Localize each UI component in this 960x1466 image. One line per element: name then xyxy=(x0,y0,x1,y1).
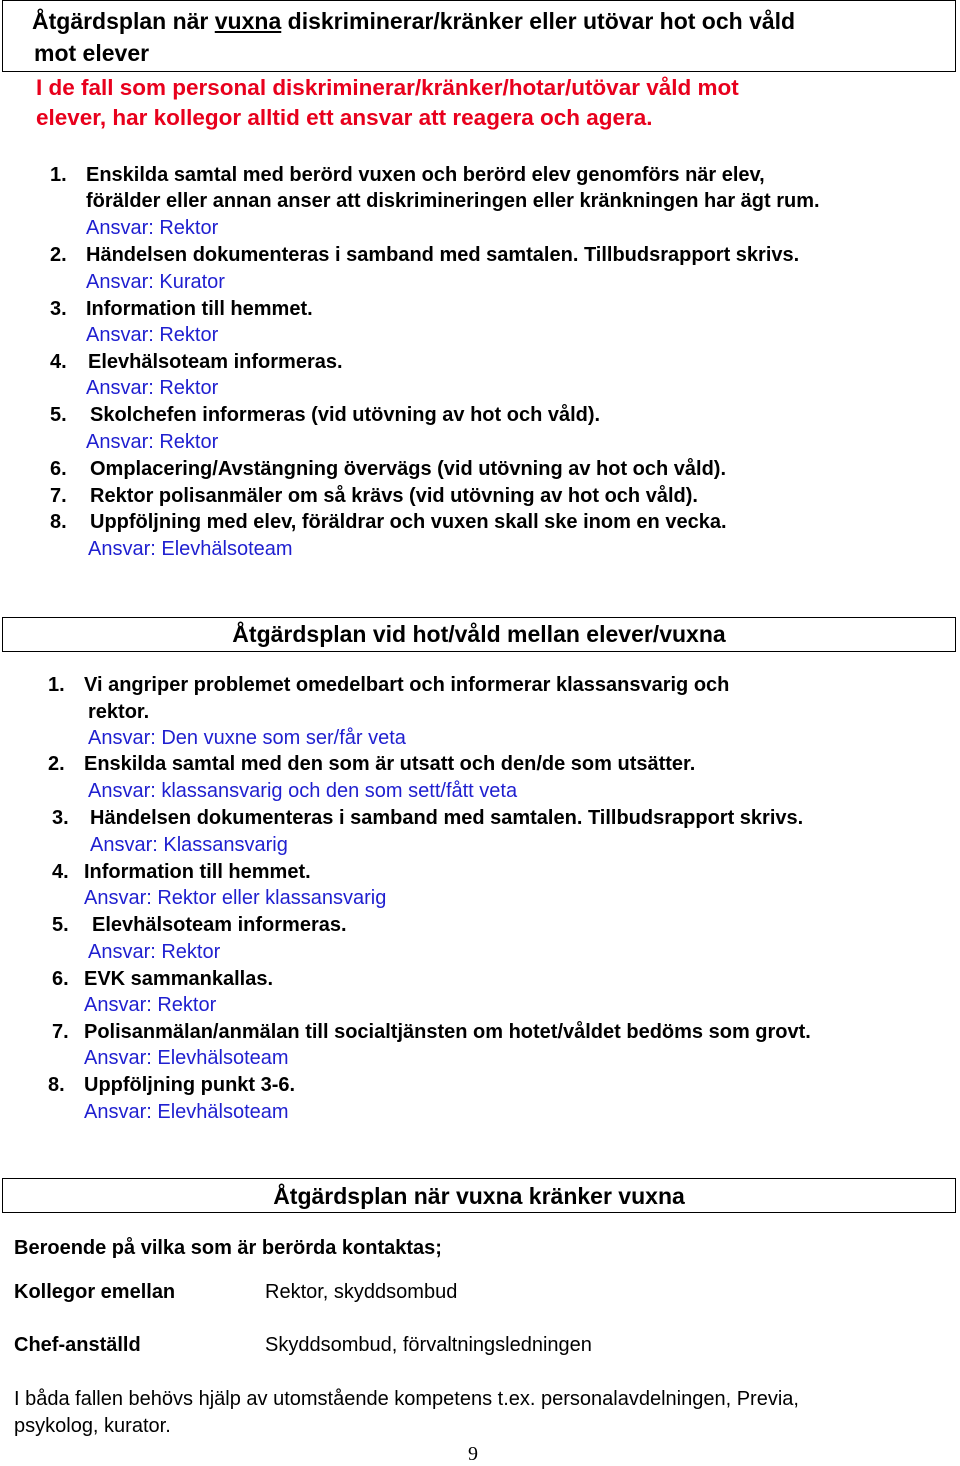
s1-item2-resp: Ansvar: Kurator xyxy=(86,271,225,293)
contact-label-colleagues: Kollegor emellan xyxy=(14,1281,176,1303)
s2-item7-num: 7. xyxy=(52,1021,69,1043)
s1-item3-num: 3. xyxy=(50,298,67,320)
s1-item8-num: 8. xyxy=(50,511,67,533)
s2-item8-num: 8. xyxy=(48,1074,65,1096)
section3-title: Åtgärdsplan när vuxna kränker vuxna xyxy=(273,1183,685,1209)
s2-item2-resp: Ansvar: klassansvarig och den som sett/fått veta xyxy=(88,780,518,802)
s1-item1-num: 1. xyxy=(50,164,67,186)
s2-item6-text: EVK sammankallas. xyxy=(84,968,273,990)
s2-item1-text: Vi angriper problemet omedelbart och informerar klassansvarig och xyxy=(84,674,730,696)
warning-line1: I de fall som personal diskriminerar/kränker/hotar/utövar våld mot xyxy=(36,75,739,100)
s1-item8-text: Uppföljning med elev, föräldrar och vuxen skall ske inom en vecka. xyxy=(90,511,727,533)
warning-line2: elever, har kollegor alltid ett ansvar att reagera och agera. xyxy=(36,105,653,130)
s1-item5-text: Skolchefen informeras (vid utövning av hot och våld). xyxy=(90,404,601,426)
s2-item1-text2: rektor. xyxy=(88,701,150,723)
s1-item2-num: 2. xyxy=(50,244,67,266)
s1-item4-text: Elevhälsoteam informeras. xyxy=(88,351,343,373)
section2-title: Åtgärdsplan vid hot/våld mellan elever/vuxna xyxy=(232,621,726,647)
s2-item4-text: Information till hemmet. xyxy=(84,861,311,883)
s2-item2-text: Enskilda samtal med den som är utsatt och den/de som utsätter. xyxy=(84,753,696,775)
s2-item7-text: Polisanmälan/anmälan till socialtjänsten om hotet/våldet bedöms som grovt. xyxy=(84,1021,811,1043)
s1-item7-num: 7. xyxy=(50,485,67,507)
s2-item5-num: 5. xyxy=(52,914,69,936)
s2-item1-resp: Ansvar: Den vuxne som ser/får veta xyxy=(88,727,406,749)
footer-note-line1: I båda fallen behövs hjälp av utomstående kompetens t.ex. personalavdelningen, Previa, xyxy=(14,1388,799,1410)
s2-item3-num: 3. xyxy=(52,807,69,829)
s2-item6-num: 6. xyxy=(52,968,69,990)
s1-item4-resp: Ansvar: Rektor xyxy=(86,377,219,399)
section1-title-line2: mot elever xyxy=(34,40,150,66)
s1-item5-resp: Ansvar: Rektor xyxy=(86,431,219,453)
s2-item5-resp: Ansvar: Rektor xyxy=(88,941,221,963)
contact-label-manager: Chef-anställd xyxy=(14,1334,141,1356)
s1-item1-text2: förälder eller annan anser att diskrimineringen eller kränkningen har ägt rum. xyxy=(86,190,820,212)
s1-item5-num: 5. xyxy=(50,404,67,426)
s2-item1-num: 1. xyxy=(48,674,65,696)
s1-item8-resp: Ansvar: Elevhälsoteam xyxy=(88,538,293,560)
s2-item7-resp: Ansvar: Elevhälsoteam xyxy=(84,1047,289,1069)
section3-intro: Beroende på vilka som är berörda kontaktas; xyxy=(14,1237,442,1259)
s1-item3-text: Information till hemmet. xyxy=(86,298,313,320)
contact-value-colleagues: Rektor, skyddsombud xyxy=(265,1281,458,1303)
s1-item1-resp: Ansvar: Rektor xyxy=(86,217,219,239)
s1-item4-num: 4. xyxy=(50,351,67,373)
s2-item5-text: Elevhälsoteam informeras. xyxy=(92,914,347,936)
s2-item4-resp: Ansvar: Rektor eller klassansvarig xyxy=(84,887,387,909)
page-number: 9 xyxy=(468,1443,478,1465)
s1-item2-text: Händelsen dokumenteras i samband med samtalen. Tillbudsrapport skrivs. xyxy=(86,244,800,266)
footer-note-line2: psykolog, kurator. xyxy=(14,1415,171,1437)
s1-item7-text: Rektor polisanmäler om så krävs (vid utövning av hot och våld). xyxy=(90,485,698,507)
s2-item4-num: 4. xyxy=(52,861,69,883)
s1-item6-text: Omplacering/Avstängning övervägs (vid utövning av hot och våld). xyxy=(90,458,727,480)
s2-item6-resp: Ansvar: Rektor xyxy=(84,994,217,1016)
s2-item2-num: 2. xyxy=(48,753,65,775)
s1-item3-resp: Ansvar: Rektor xyxy=(86,324,219,346)
s1-item1-text: Enskilda samtal med berörd vuxen och berörd elev genomförs när elev, xyxy=(86,164,765,186)
s2-item8-resp: Ansvar: Elevhälsoteam xyxy=(84,1101,289,1123)
s1-item6-num: 6. xyxy=(50,458,67,480)
s2-item8-text: Uppföljning punkt 3-6. xyxy=(84,1074,296,1096)
section1-title: Åtgärdsplan när vuxna diskriminerar/kränker eller utövar hot och våld xyxy=(32,8,796,34)
s2-item3-text: Händelsen dokumenteras i samband med samtalen. Tillbudsrapport skrivs. xyxy=(90,807,804,829)
contact-value-manager: Skyddsombud, förvaltningsledningen xyxy=(265,1334,592,1356)
s2-item3-resp: Ansvar: Klassansvarig xyxy=(90,834,288,856)
